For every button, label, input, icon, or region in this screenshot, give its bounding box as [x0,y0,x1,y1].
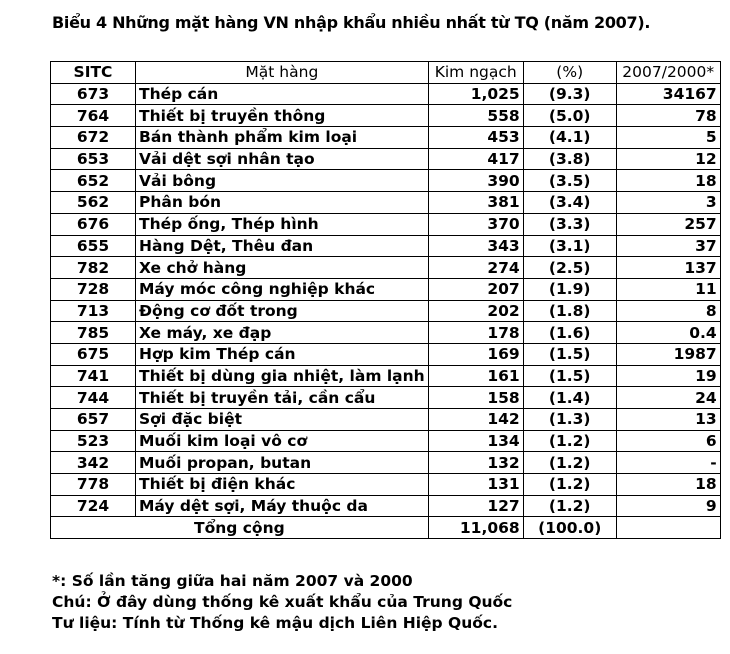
cell-pct: (1.5) [523,365,616,387]
cell-sitc: 782 [51,257,136,279]
table-row [51,430,721,452]
import-table [50,61,721,539]
cell-ratio: 9 [616,495,720,517]
table-row [51,474,721,496]
cell-value: 132 [428,452,523,474]
table-row [51,148,721,170]
cell-item: Xe máy, xe đạp [136,322,429,344]
table-row [51,278,721,300]
cell-ratio: 13 [616,409,720,431]
table-row [51,235,721,257]
cell-pct: (1.9) [523,278,616,300]
cell-item: Thép ống, Thép hình [136,213,429,235]
cell-ratio: 6 [616,430,720,452]
cell-item: Thiết bị truyền thông [136,105,429,127]
table-row [51,322,721,344]
cell-sitc: 655 [51,235,136,257]
cell-item: Thiết bị dùng gia nhiệt, làm lạnh [136,365,429,387]
cell-pct: (3.8) [523,148,616,170]
cell-sitc: 523 [51,430,136,452]
cell-value: 134 [428,430,523,452]
total-label: Tổng cộng [51,517,429,539]
cell-value: 417 [428,148,523,170]
cell-item: Hàng Dệt, Thêu đan [136,235,429,257]
table-row [51,127,721,149]
cell-pct: (3.5) [523,170,616,192]
cell-value: 161 [428,365,523,387]
cell-sitc: 675 [51,343,136,365]
table-row [51,343,721,365]
cell-pct: (4.1) [523,127,616,149]
footnotes [52,571,512,634]
cell-value: 390 [428,170,523,192]
cell-ratio: 1987 [616,343,720,365]
cell-value: 142 [428,409,523,431]
total-pct: (100.0) [523,517,616,539]
cell-value: 158 [428,387,523,409]
table-row [51,192,721,214]
table-title: Biểu 4 Những mặt hàng VN nhập khẩu nhiều nhất từ TQ (năm 2007). [52,13,651,32]
header-pct: (%) [523,62,616,84]
cell-sitc: 342 [51,452,136,474]
cell-item: Máy móc công nghiệp khác [136,278,429,300]
cell-ratio: 78 [616,105,720,127]
cell-ratio: 0.4 [616,322,720,344]
header-sitc: SITC [51,62,136,84]
cell-pct: (1.6) [523,322,616,344]
header-row [51,62,721,84]
cell-value: 274 [428,257,523,279]
header-item: Mặt hàng [136,62,429,84]
cell-pct: (3.4) [523,192,616,214]
table-row [51,452,721,474]
cell-sitc: 744 [51,387,136,409]
cell-pct: (3.3) [523,213,616,235]
total-row [51,517,721,539]
cell-pct: (2.5) [523,257,616,279]
cell-value: 453 [428,127,523,149]
footnote-source: Tư liệu: Tính từ Thống kê mậu dịch Liên Hiệp Quốc. [52,614,498,632]
cell-pct: (1.2) [523,452,616,474]
total-ratio [616,517,720,539]
cell-ratio: 257 [616,213,720,235]
table-row [51,257,721,279]
cell-sitc: 764 [51,105,136,127]
cell-ratio: 34167 [616,83,720,105]
cell-ratio: 12 [616,148,720,170]
cell-pct: (5.0) [523,105,616,127]
footnote-asterisk: *: Số lần tăng giữa hai năm 2007 và 2000 [52,572,413,590]
table-row [51,105,721,127]
cell-item: Muối kim loại vô cơ [136,430,429,452]
cell-sitc: 724 [51,495,136,517]
cell-pct: (1.4) [523,387,616,409]
table-row [51,83,721,105]
header-value: Kim ngạch [428,62,523,84]
cell-ratio: 18 [616,170,720,192]
cell-item: Hợp kim Thép cán [136,343,429,365]
table-body [51,83,721,517]
cell-ratio: - [616,452,720,474]
table-row [51,213,721,235]
cell-value: 202 [428,300,523,322]
cell-pct: (3.1) [523,235,616,257]
cell-item: Vải dệt sợi nhân tạo [136,148,429,170]
cell-item: Thiết bị điện khác [136,474,429,496]
cell-ratio: 11 [616,278,720,300]
cell-value: 558 [428,105,523,127]
cell-ratio: 18 [616,474,720,496]
cell-value: 1,025 [428,83,523,105]
cell-item: Vải bông [136,170,429,192]
cell-ratio: 19 [616,365,720,387]
cell-value: 381 [428,192,523,214]
cell-pct: (1.8) [523,300,616,322]
cell-item: Động cơ đốt trong [136,300,429,322]
cell-value: 207 [428,278,523,300]
cell-sitc: 741 [51,365,136,387]
total-value: 11,068 [428,517,523,539]
cell-value: 131 [428,474,523,496]
cell-item: Thiết bị truyền tải, cần cẩu [136,387,429,409]
cell-sitc: 673 [51,83,136,105]
cell-ratio: 8 [616,300,720,322]
table-row [51,409,721,431]
cell-item: Muối propan, butan [136,452,429,474]
cell-ratio: 24 [616,387,720,409]
cell-item: Xe chở hàng [136,257,429,279]
cell-pct: (1.5) [523,343,616,365]
cell-item: Sợi đặc biệt [136,409,429,431]
table-row [51,170,721,192]
cell-sitc: 657 [51,409,136,431]
cell-sitc: 652 [51,170,136,192]
cell-value: 127 [428,495,523,517]
cell-value: 178 [428,322,523,344]
cell-item: Bán thành phẩm kim loại [136,127,429,149]
header-ratio: 2007/2000* [616,62,720,84]
cell-item: Phân bón [136,192,429,214]
cell-sitc: 562 [51,192,136,214]
cell-sitc: 672 [51,127,136,149]
cell-value: 169 [428,343,523,365]
cell-ratio: 137 [616,257,720,279]
cell-pct: (1.2) [523,495,616,517]
cell-item: Máy dệt sợi, Máy thuộc da [136,495,429,517]
cell-pct: (1.2) [523,474,616,496]
footnote-note: Chú: Ở đây dùng thống kê xuất khẩu của Trung Quốc [52,593,513,611]
cell-value: 370 [428,213,523,235]
cell-pct: (9.3) [523,83,616,105]
table-row [51,365,721,387]
cell-pct: (1.2) [523,430,616,452]
cell-sitc: 676 [51,213,136,235]
cell-sitc: 653 [51,148,136,170]
cell-item: Thép cán [136,83,429,105]
cell-ratio: 37 [616,235,720,257]
table-row [51,387,721,409]
cell-sitc: 778 [51,474,136,496]
cell-sitc: 728 [51,278,136,300]
cell-pct: (1.3) [523,409,616,431]
table-row [51,495,721,517]
cell-ratio: 5 [616,127,720,149]
cell-sitc: 785 [51,322,136,344]
cell-value: 343 [428,235,523,257]
table-row [51,300,721,322]
cell-sitc: 713 [51,300,136,322]
cell-ratio: 3 [616,192,720,214]
